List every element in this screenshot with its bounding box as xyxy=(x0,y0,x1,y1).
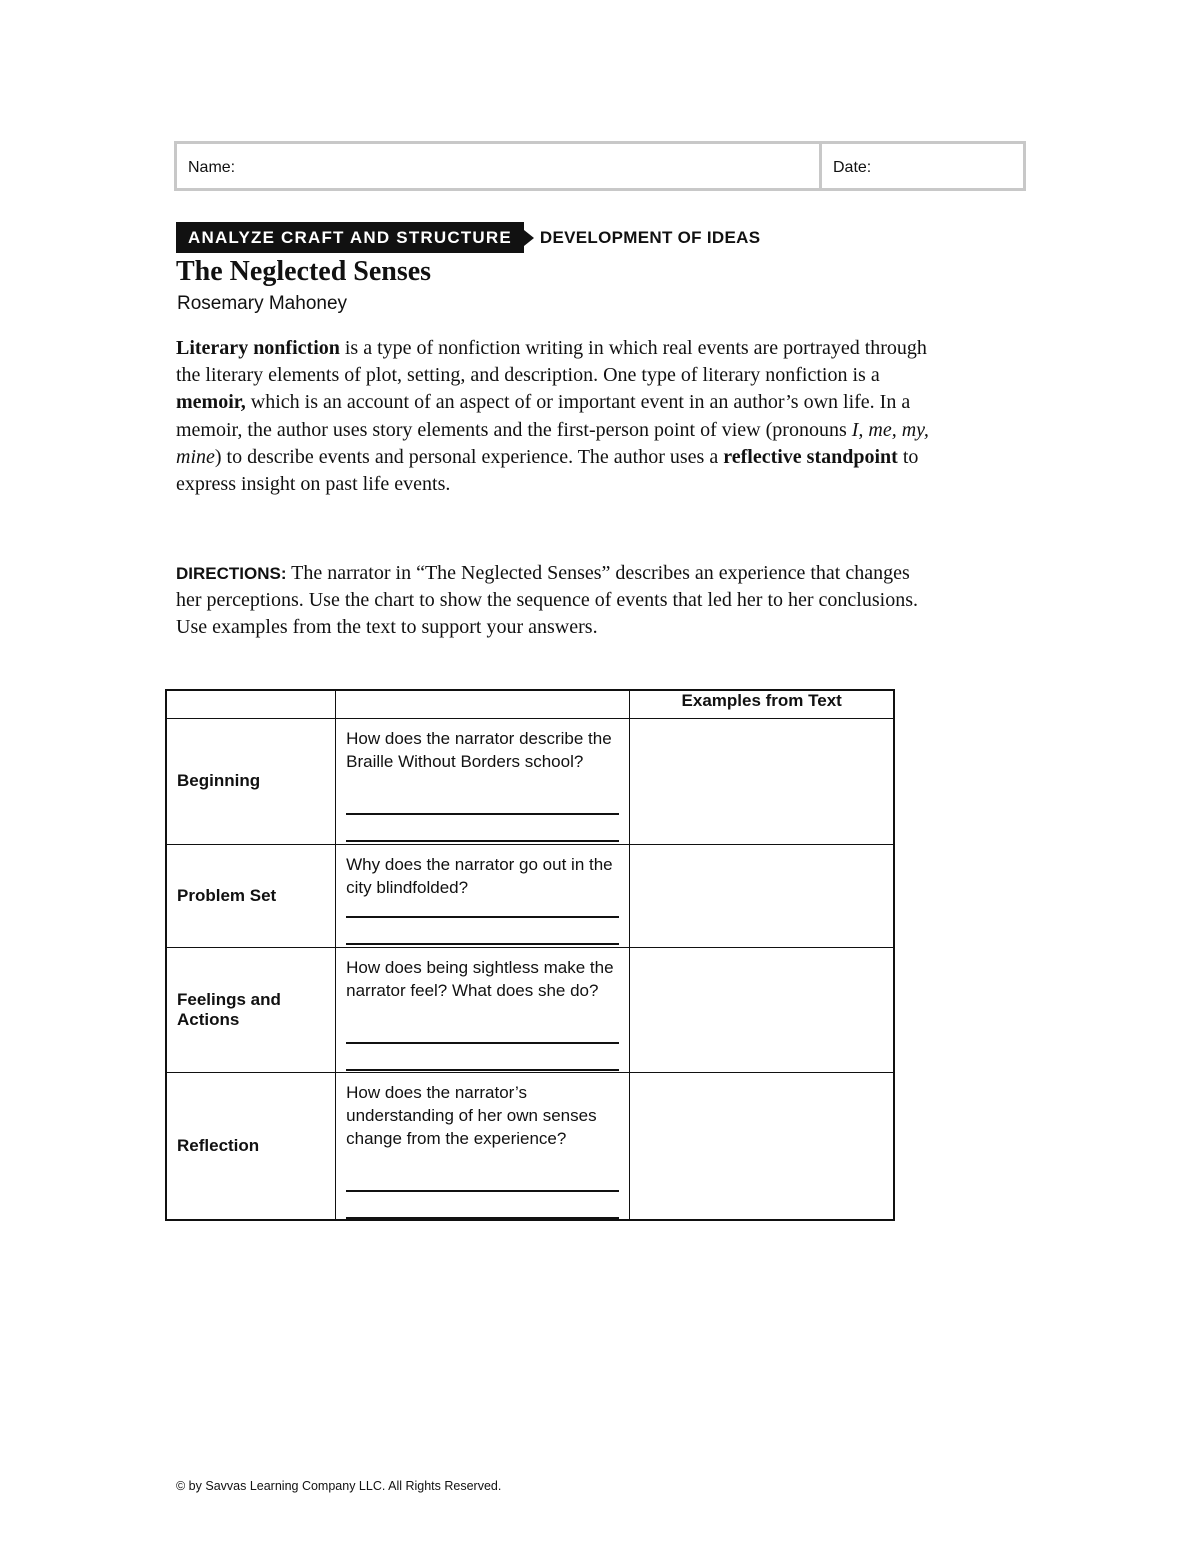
question-text: How does being sightless make the narrator feel? What does she do? xyxy=(346,957,614,1000)
pronouns-list: I, me, my, mine xyxy=(176,418,929,468)
term-reflective-standpoint: reflective standpoint xyxy=(723,445,898,468)
examples-answer-cell[interactable] xyxy=(630,947,894,1072)
stage-label: Beginning xyxy=(166,718,336,844)
name-date-header xyxy=(174,141,1026,191)
banner-subtitle: DEVELOPMENT OF IDEAS xyxy=(539,227,761,247)
examples-answer-cell[interactable] xyxy=(630,844,894,947)
stage-label: Problem Set xyxy=(166,844,336,947)
question-text: How does the narrator’s understanding of her own senses change from the experience? xyxy=(346,1082,597,1148)
intro-text-3: ) to describe events and personal experience. The author uses a xyxy=(214,445,724,468)
header-cell-empty-1 xyxy=(166,690,336,718)
answer-line[interactable] xyxy=(346,916,619,918)
answer-line[interactable] xyxy=(346,1042,619,1044)
table-row xyxy=(166,718,894,844)
banner-label: ANALYZE CRAFT AND STRUCTURE xyxy=(176,222,524,253)
answer-line[interactable] xyxy=(346,943,619,945)
directions-label: DIRECTIONS: xyxy=(176,564,287,583)
intro-text-2: which is an account of an aspect of or important event in an author’s own life. In a memoir, the author uses story elements and the first-person point of view (pronouns xyxy=(176,391,911,441)
answer-line[interactable] xyxy=(346,1190,619,1192)
date-field[interactable] xyxy=(822,144,1023,188)
intro-paragraph xyxy=(176,335,936,498)
question-cell xyxy=(336,947,630,1072)
table-row xyxy=(166,947,894,1072)
section-banner xyxy=(176,222,760,253)
answer-line[interactable] xyxy=(346,813,619,815)
copyright-footer: © by Savvas Learning Company LLC. All Rights Reserved. xyxy=(176,1479,502,1493)
intro-text-1: is a type of nonfiction writing in which real events are portrayed through the literary elements of plot, setting, and description. One type of literary nonfiction is a xyxy=(176,337,927,387)
directions-text: The narrator in “The Neglected Senses” describes an experience that changes her perceptions. Use the chart to show the sequence of events that led her to her conclusions. Use examples from the text to support your answers. xyxy=(176,562,918,639)
examples-answer-cell[interactable] xyxy=(630,1072,894,1220)
author-name: Rosemary Mahoney xyxy=(177,293,348,314)
answer-line[interactable] xyxy=(346,1069,619,1071)
name-label: Name: xyxy=(188,159,236,176)
question-cell xyxy=(336,718,630,844)
term-literary-nonfiction: Literary nonfiction xyxy=(176,337,340,359)
stage-label: Feelings and Actions xyxy=(166,947,336,1072)
stage-label: Reflection xyxy=(166,1072,336,1220)
sequence-chart xyxy=(165,689,895,1221)
date-label: Date: xyxy=(833,159,872,176)
chart-header-row xyxy=(166,690,894,718)
page-title: The Neglected Senses xyxy=(176,256,432,287)
term-memoir: memoir, xyxy=(176,391,246,414)
name-field[interactable] xyxy=(177,144,822,188)
question-text: Why does the narrator go out in the city blindfolded? xyxy=(346,854,613,897)
question-cell xyxy=(336,844,630,947)
examples-answer-cell[interactable] xyxy=(630,718,894,844)
intro-text-4: to express insight on past life events. xyxy=(176,445,919,496)
table-row xyxy=(166,1072,894,1220)
directions-paragraph xyxy=(176,560,936,642)
answer-line[interactable] xyxy=(346,840,619,842)
question-cell xyxy=(336,1072,630,1220)
banner-arrow-icon xyxy=(524,230,534,246)
table-row xyxy=(166,844,894,947)
answer-line[interactable] xyxy=(346,1217,619,1219)
question-text: How does the narrator describe the Braille Without Borders school? xyxy=(346,728,612,771)
header-cell-empty-2 xyxy=(336,690,630,718)
examples-header: Examples from Text xyxy=(630,690,894,718)
